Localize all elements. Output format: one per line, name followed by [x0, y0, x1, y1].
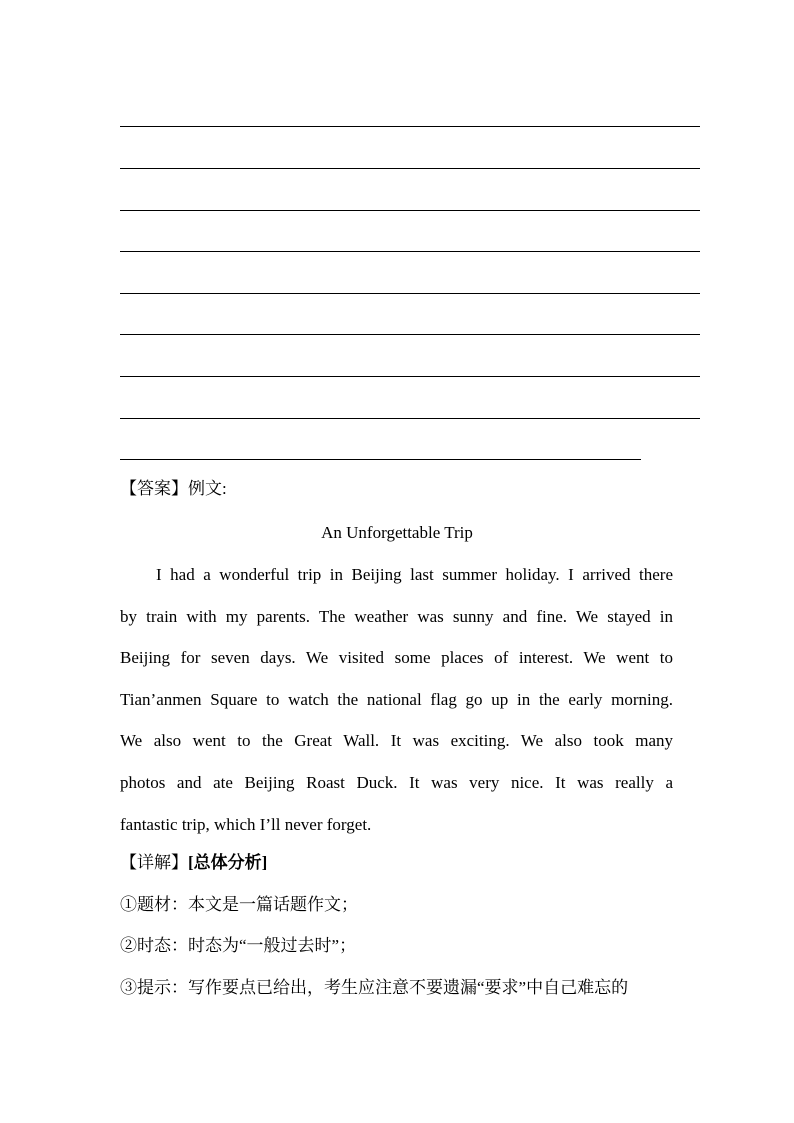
writing-line	[120, 459, 641, 460]
answer-label: 【答案】例文:	[120, 479, 227, 498]
essay-line: Beijing for seven days. We visited some places of interest. We went to	[120, 648, 673, 667]
detail-heading	[120, 852, 267, 874]
essay-title: An Unforgettable Trip	[321, 523, 473, 542]
essay-line: photos and ate Beijing Roast Duck. It was very nice. It was really a	[120, 773, 673, 792]
analysis-heading: [总体分析]	[188, 853, 268, 872]
detail-label: 【详解】	[120, 853, 188, 872]
writing-line	[120, 126, 700, 127]
writing-line	[120, 334, 700, 335]
essay-line: I had a wonderful trip in Beijing last summer holiday. I arrived there	[156, 565, 673, 584]
essay-line: by train with my parents. The weather was sunny and fine. We stayed in	[120, 607, 673, 626]
writing-line	[120, 168, 700, 169]
writing-line	[120, 251, 700, 252]
writing-line	[120, 293, 700, 294]
essay-line: fantastic trip, which I’ll never forget.	[120, 815, 372, 834]
essay-line: We also went to the Great Wall. It was exciting. We also took many	[120, 731, 673, 750]
writing-line	[120, 376, 700, 377]
detail-item: ①题材：本文是一篇话题作文；	[120, 895, 358, 914]
essay-line: Tian’anmen Square to watch the national flag go up in the early morning.	[120, 690, 673, 709]
detail-item: ③提示：写作要点已给出，考生应注意不要遗漏“要求”中自己难忘的	[120, 978, 629, 997]
writing-line	[120, 418, 700, 419]
writing-line	[120, 210, 700, 211]
detail-item: ②时态：时态为“一般过去时”；	[120, 936, 357, 955]
